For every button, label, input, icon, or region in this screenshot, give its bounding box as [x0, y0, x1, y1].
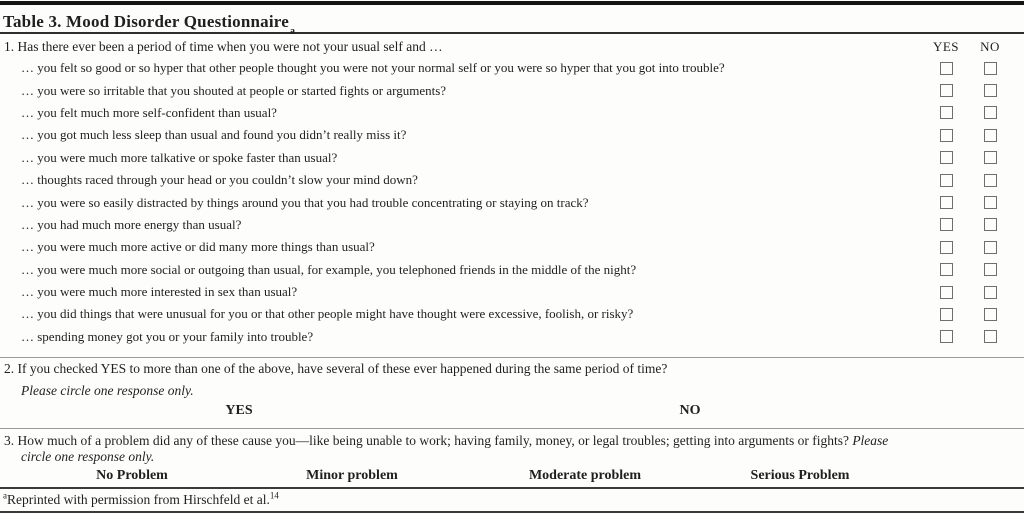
yes-checkbox[interactable] — [940, 129, 953, 142]
serious-problem-option[interactable]: Serious Problem — [750, 468, 850, 484]
no-checkbox[interactable] — [984, 106, 997, 119]
question2-options-row — [0, 403, 1024, 424]
no-checkbox[interactable] — [984, 263, 997, 276]
questionnaire-item-row — [0, 236, 1012, 258]
no-checkbox[interactable] — [984, 218, 997, 231]
yes-checkbox[interactable] — [940, 308, 953, 321]
item-text: … you felt much more self-confident than usual? — [21, 104, 277, 120]
moderate-problem-option[interactable]: Moderate problem — [528, 468, 642, 484]
no-problem-option[interactable]: No Problem — [96, 468, 168, 484]
item-text: … thoughts raced through your head or you couldn’t slow your mind down? — [21, 172, 418, 188]
question2-instruction: Please circle one response only. — [21, 383, 194, 399]
yes-checkbox[interactable] — [940, 196, 953, 209]
item-text: … you did things that were unusual for you or that other people might have thought were excessive, foolish, or risky? — [21, 306, 634, 322]
item-text: … you were much more talkative or spoke faster than usual? — [21, 149, 338, 165]
questionnaire-item-row — [0, 102, 1012, 124]
yes-checkbox[interactable] — [940, 218, 953, 231]
question2-text: 2. If you checked YES to more than one of the above, have several of these ever happened during the same period of time? — [4, 361, 668, 377]
yes-checkbox[interactable] — [940, 174, 953, 187]
no-checkbox[interactable] — [984, 62, 997, 75]
yes-column-header: YES — [932, 38, 960, 54]
footnote-text: Reprinted with permission from Hirschfeld et al. — [7, 492, 270, 508]
no-response-option[interactable]: NO — [679, 403, 701, 419]
question1-header-row — [0, 34, 1024, 57]
yes-checkbox[interactable] — [940, 151, 953, 164]
item-text: … you felt so good or so hyper that other people thought you were not your normal self or you were so hyper that you got into trouble? — [21, 60, 725, 76]
questionnaire-item-row — [0, 124, 1012, 146]
questionnaire-item-row — [0, 326, 1012, 348]
no-checkbox[interactable] — [984, 129, 997, 142]
no-checkbox[interactable] — [984, 308, 997, 321]
questionnaire-items — [0, 57, 1024, 348]
yes-checkbox[interactable] — [940, 286, 953, 299]
yes-response-option[interactable]: YES — [225, 403, 253, 419]
question3-instruction: Please circle one response only. — [21, 433, 889, 465]
yes-checkbox[interactable] — [940, 84, 953, 97]
item-text: … you were much more active or did many more things than usual? — [21, 239, 375, 255]
question3-body: 3. How much of a problem did any of these cause you—like being unable to work; having family, money, or legal troubles; getting into arguments or fights? — [4, 433, 849, 449]
table-title — [0, 5, 1024, 32]
no-checkbox[interactable] — [984, 151, 997, 164]
yes-checkbox[interactable] — [940, 62, 953, 75]
item-text: … you were so irritable that you shouted at people or started fights or arguments? — [21, 82, 447, 98]
minor-problem-option[interactable]: Minor problem — [306, 468, 398, 484]
no-checkbox[interactable] — [984, 84, 997, 97]
no-checkbox[interactable] — [984, 241, 997, 254]
footnote-marker: a — [3, 490, 7, 501]
yes-checkbox[interactable] — [940, 263, 953, 276]
item-text: … spending money got you or your family into trouble? — [21, 328, 314, 344]
question3-options-row — [0, 465, 1024, 487]
questionnaire-item-row — [0, 79, 1012, 101]
questionnaire-item-row — [0, 259, 1012, 281]
no-column-header: NO — [980, 38, 1000, 54]
question3-text — [0, 429, 909, 465]
yes-checkbox[interactable] — [940, 330, 953, 343]
item-text: … you were so easily distracted by things around you that you had trouble concentrating or staying on track? — [21, 194, 589, 210]
no-checkbox[interactable] — [984, 330, 997, 343]
yes-checkbox[interactable] — [940, 241, 953, 254]
item-text: … you got much less sleep than usual and found you didn’t really miss it? — [21, 127, 407, 143]
questionnaire-item-row — [0, 147, 1012, 169]
question1-text: 1. Has there ever been a period of time when you were not your usual self and … — [4, 38, 443, 54]
questionnaire-item-row — [0, 191, 1012, 213]
item-text: … you were much more interested in sex than usual? — [21, 284, 298, 300]
questionnaire-item-row — [0, 303, 1012, 325]
questionnaire-item-row — [0, 169, 1012, 191]
no-checkbox[interactable] — [984, 286, 997, 299]
item-text: … you had much more energy than usual? — [21, 216, 242, 232]
no-checkbox[interactable] — [984, 196, 997, 209]
questionnaire-item-row — [0, 281, 1012, 303]
questionnaire-item-row — [0, 214, 1012, 236]
footnote — [0, 489, 1024, 511]
bottom-rule — [0, 511, 1024, 513]
footnote-reference: 14 — [269, 490, 279, 501]
table-title-text: Table 3. Mood Disorder Questionnaire — [3, 12, 289, 31]
questionnaire-item-row — [0, 57, 1012, 79]
item-text: … you were much more social or outgoing than usual, for example, you telephoned friends in the middle of the night? — [21, 261, 637, 277]
no-checkbox[interactable] — [984, 174, 997, 187]
yes-checkbox[interactable] — [940, 106, 953, 119]
